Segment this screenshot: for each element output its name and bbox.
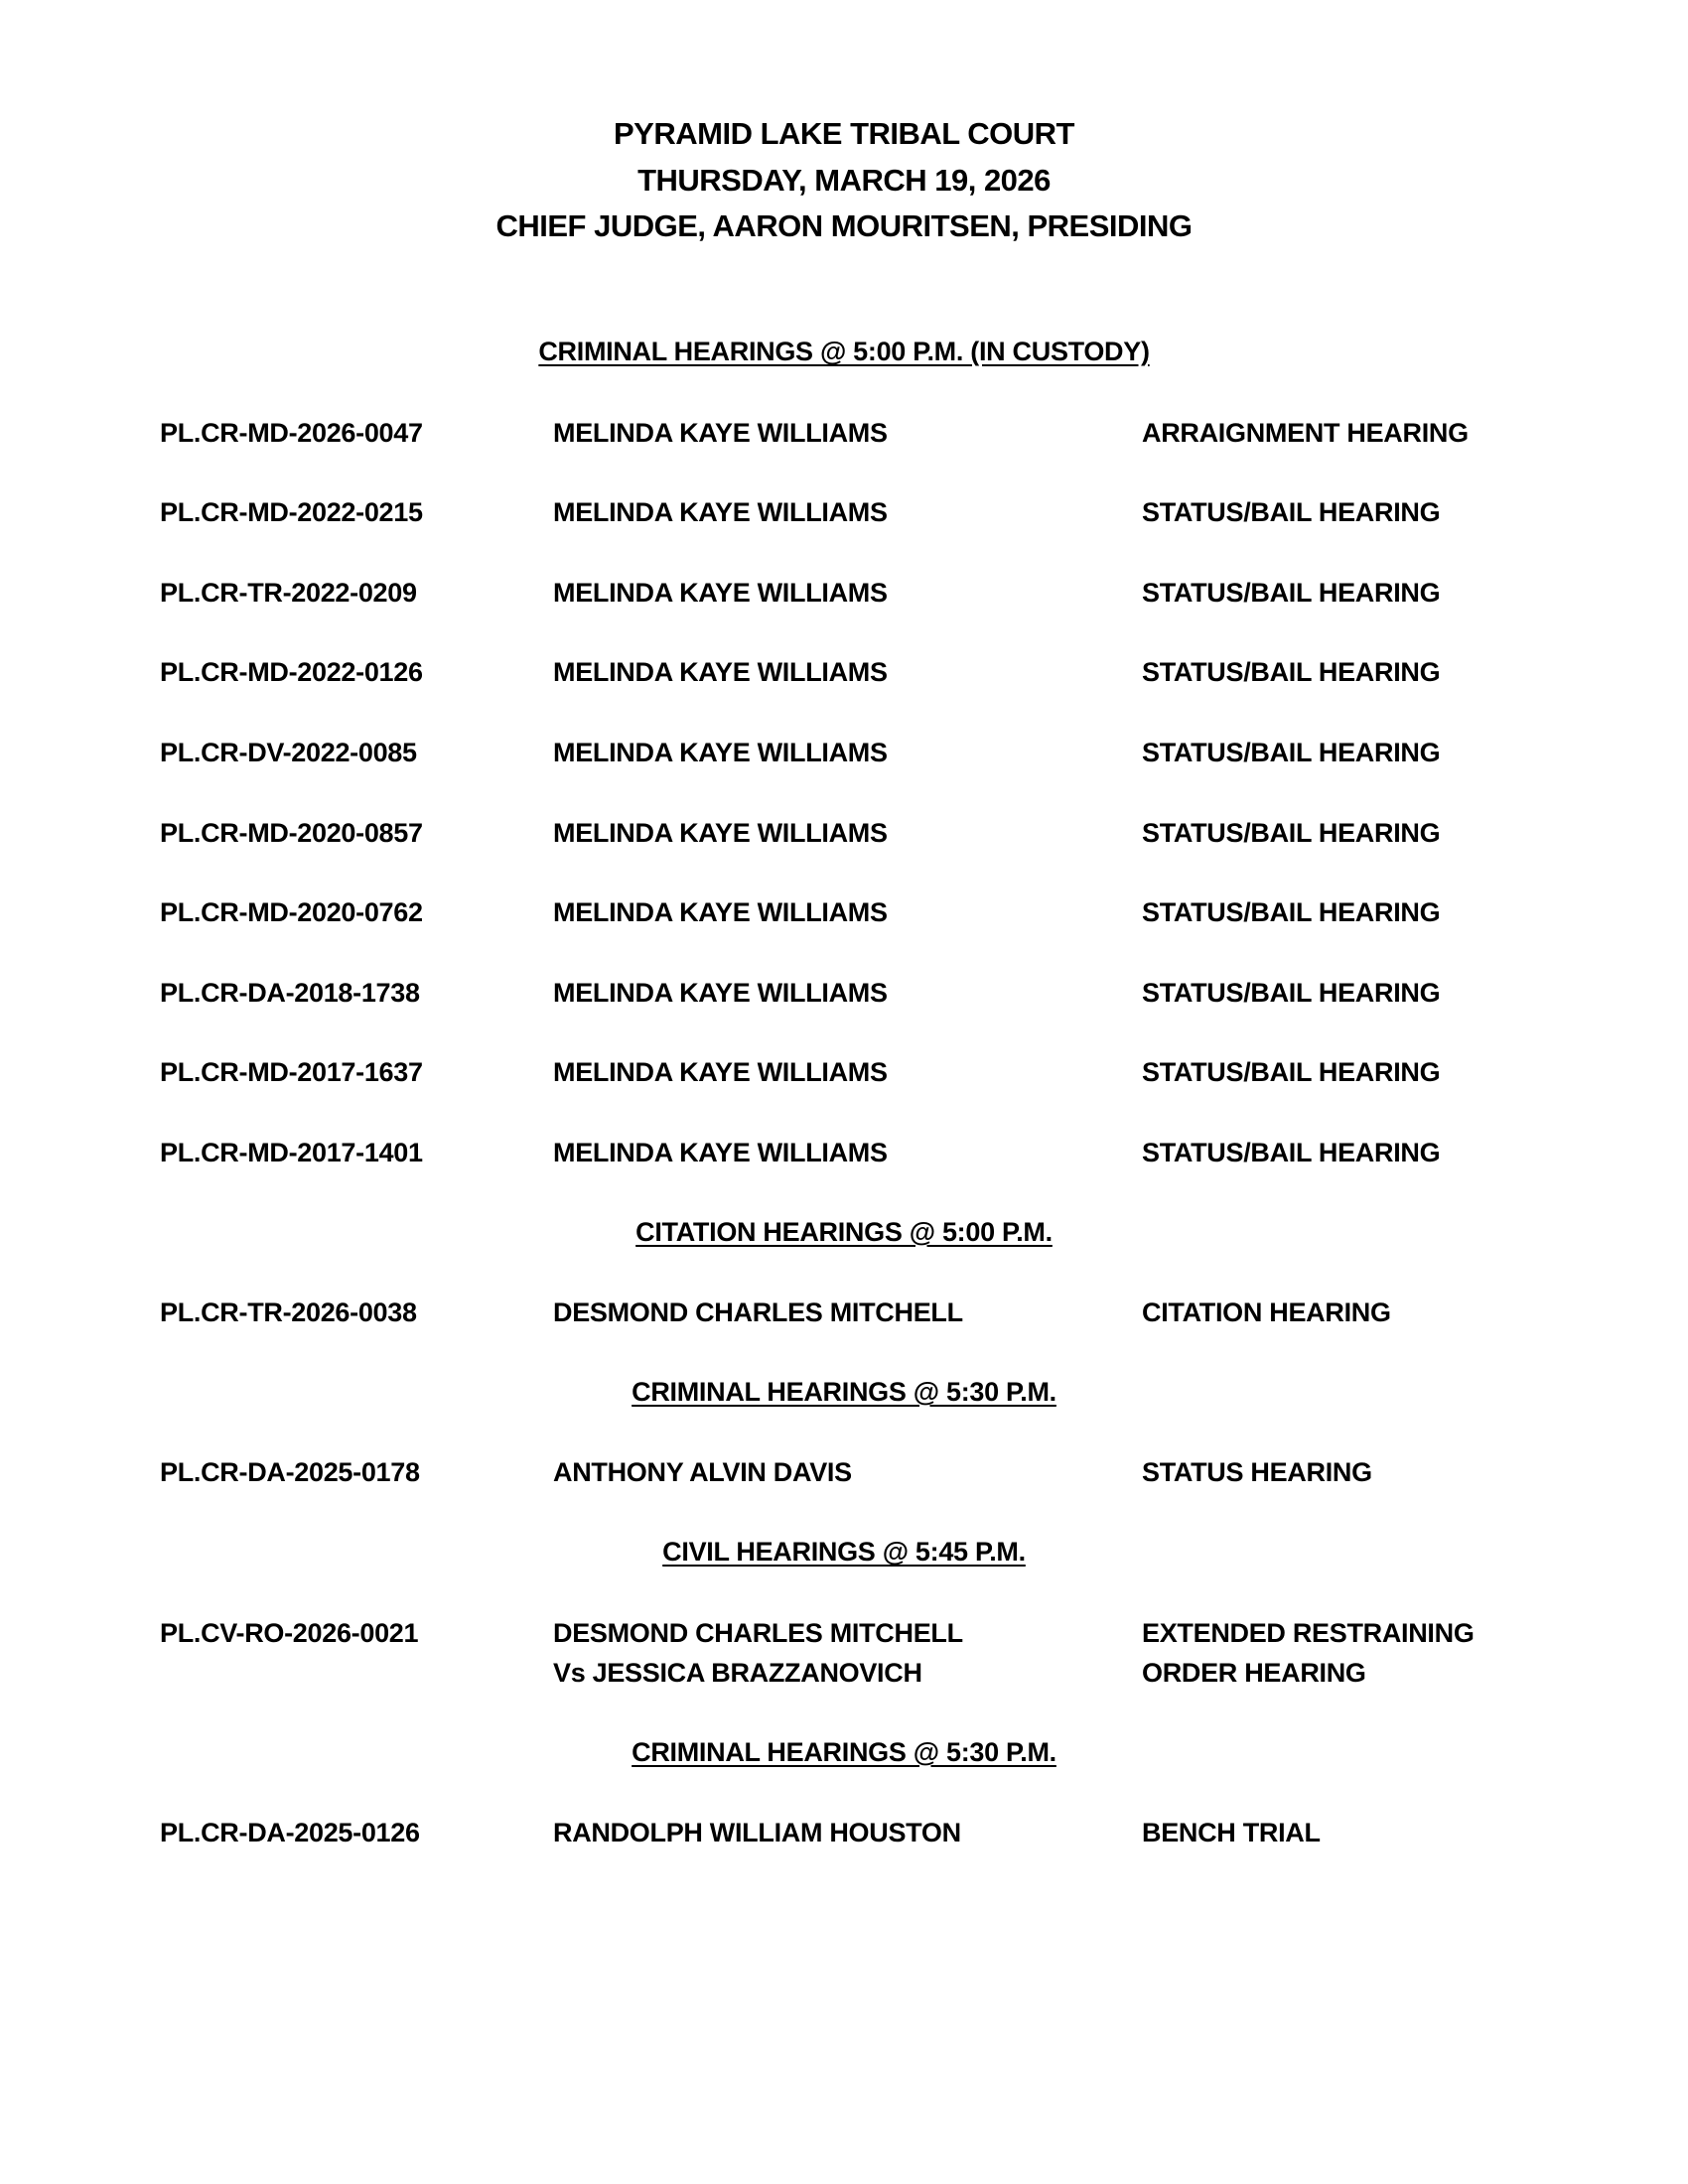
hearing-type xyxy=(1142,1293,1391,1332)
hearing-type xyxy=(1142,1813,1321,1852)
hearing-type-line: STATUS/BAIL HEARING xyxy=(1142,497,1441,528)
hearing-type-line: EXTENDED RESTRAINING xyxy=(1142,1617,1475,1648)
presiding-judge: CHIEF JUDGE, AARON MOURITSEN, PRESIDING xyxy=(495,208,1193,243)
party-names xyxy=(553,1813,961,1852)
party-names xyxy=(553,652,888,692)
party-names xyxy=(553,492,888,532)
case-number: PL.CR-DA-2018-1738 xyxy=(160,977,420,1008)
hearing-section xyxy=(0,1192,1688,1352)
hearing-row xyxy=(0,1031,1688,1112)
hearing-type-line: ORDER HEARING xyxy=(1142,1657,1366,1688)
party-names xyxy=(553,1052,888,1092)
hearing-row xyxy=(0,1432,1688,1512)
hearing-type xyxy=(1142,1133,1440,1172)
section-heading: CRIMINAL HEARINGS @ 5:30 P.M. xyxy=(632,1736,1056,1767)
party-line: DESMOND CHARLES MITCHELL xyxy=(553,1617,963,1648)
hearing-type xyxy=(1142,573,1440,613)
case-number: PL.CR-TR-2022-0209 xyxy=(160,577,417,608)
party-names xyxy=(553,813,888,853)
hearing-type-line: STATUS/BAIL HEARING xyxy=(1142,737,1441,767)
party-names xyxy=(553,1293,963,1332)
hearing-type xyxy=(1142,813,1440,853)
case-number: PL.CR-MD-2020-0762 xyxy=(160,897,423,928)
hearing-type xyxy=(1142,492,1440,532)
hearing-type xyxy=(1142,973,1440,1013)
party-line: MELINDA KAYE WILLIAMS xyxy=(553,577,888,608)
hearing-row xyxy=(0,952,1688,1032)
hearing-row xyxy=(0,1792,1688,1872)
party-line: DESMOND CHARLES MITCHELL xyxy=(553,1297,963,1328)
party-line: MELINDA KAYE WILLIAMS xyxy=(553,977,888,1008)
hearing-row xyxy=(0,1272,1688,1352)
party-line: MELINDA KAYE WILLIAMS xyxy=(553,1057,888,1088)
party-line: MELINDA KAYE WILLIAMS xyxy=(553,497,888,528)
case-number: PL.CR-DV-2022-0085 xyxy=(160,737,417,767)
party-names xyxy=(553,1613,963,1693)
hearing-row xyxy=(0,552,1688,632)
hearing-type-line: STATUS/BAIL HEARING xyxy=(1142,657,1441,688)
hearing-type-line: STATUS/BAIL HEARING xyxy=(1142,897,1441,928)
hearing-type xyxy=(1142,1452,1372,1492)
party-names xyxy=(553,413,888,453)
hearing-type xyxy=(1142,892,1440,932)
party-names xyxy=(553,1133,888,1172)
case-number: PL.CR-MD-2017-1401 xyxy=(160,1137,423,1167)
hearing-row xyxy=(0,712,1688,792)
hearing-row xyxy=(0,792,1688,873)
party-names xyxy=(553,973,888,1013)
calendar-date: THURSDAY, MARCH 19, 2026 xyxy=(637,162,1051,198)
hearing-row xyxy=(0,631,1688,712)
case-number: PL.CR-MD-2022-0215 xyxy=(160,497,423,528)
party-names xyxy=(553,733,888,772)
party-line: MELINDA KAYE WILLIAMS xyxy=(553,1137,888,1167)
hearing-type-line: STATUS/BAIL HEARING xyxy=(1142,577,1441,608)
section-heading: CIVIL HEARINGS @ 5:45 P.M. xyxy=(662,1536,1026,1567)
hearing-row xyxy=(0,1112,1688,1192)
court-name: PYRAMID LAKE TRIBAL COURT xyxy=(614,116,1074,151)
party-names xyxy=(553,892,888,932)
section-heading: CRIMINAL HEARINGS @ 5:00 P.M. (IN CUSTODY) xyxy=(538,337,1150,366)
hearing-row xyxy=(0,472,1688,552)
hearing-type-line: STATUS/BAIL HEARING xyxy=(1142,817,1441,848)
hearing-section xyxy=(0,312,1688,1192)
party-line: MELINDA KAYE WILLIAMS xyxy=(553,657,888,688)
hearing-type-line: STATUS HEARING xyxy=(1142,1457,1372,1488)
hearing-section xyxy=(0,1352,1688,1512)
party-line: MELINDA KAYE WILLIAMS xyxy=(553,417,888,448)
case-number: PL.CR-MD-2026-0047 xyxy=(160,417,423,448)
case-number: PL.CR-DA-2025-0178 xyxy=(160,1457,420,1488)
case-number: PL.CR-MD-2022-0126 xyxy=(160,657,423,688)
party-names xyxy=(553,573,888,613)
calendar-header xyxy=(0,111,1688,250)
hearing-section xyxy=(0,1512,1688,1712)
party-line: ANTHONY ALVIN DAVIS xyxy=(553,1457,852,1488)
section-heading: CITATION HEARINGS @ 5:00 P.M. xyxy=(635,1216,1053,1247)
hearing-schedule xyxy=(0,312,1688,1872)
party-line: MELINDA KAYE WILLIAMS xyxy=(553,897,888,928)
hearing-section xyxy=(0,1712,1688,1872)
hearing-row xyxy=(0,392,1688,473)
hearing-type-line: BENCH TRIAL xyxy=(1142,1818,1321,1848)
hearing-type-line: CITATION HEARING xyxy=(1142,1297,1391,1328)
hearing-row xyxy=(0,872,1688,952)
hearing-type xyxy=(1142,1613,1475,1693)
case-number: PL.CV-RO-2026-0021 xyxy=(160,1617,419,1648)
hearing-type xyxy=(1142,1052,1440,1092)
hearing-type xyxy=(1142,652,1440,692)
hearing-row xyxy=(0,1592,1688,1712)
section-heading: CRIMINAL HEARINGS @ 5:30 P.M. xyxy=(632,1376,1056,1407)
hearing-type-line: STATUS/BAIL HEARING xyxy=(1142,1137,1441,1167)
case-number: PL.CR-MD-2017-1637 xyxy=(160,1057,423,1088)
party-line: Vs JESSICA BRAZZANOVICH xyxy=(553,1657,922,1688)
case-number: PL.CR-TR-2026-0038 xyxy=(160,1297,417,1328)
party-names xyxy=(553,1452,852,1492)
hearing-type-line: ARRAIGNMENT HEARING xyxy=(1142,417,1469,448)
case-number: PL.CR-MD-2020-0857 xyxy=(160,817,423,848)
hearing-type-line: STATUS/BAIL HEARING xyxy=(1142,1057,1441,1088)
hearing-type xyxy=(1142,413,1469,453)
case-number: PL.CR-DA-2025-0126 xyxy=(160,1818,420,1848)
hearing-type-line: STATUS/BAIL HEARING xyxy=(1142,977,1441,1008)
party-line: RANDOLPH WILLIAM HOUSTON xyxy=(553,1818,961,1848)
party-line: MELINDA KAYE WILLIAMS xyxy=(553,817,888,848)
party-line: MELINDA KAYE WILLIAMS xyxy=(553,737,888,767)
hearing-type xyxy=(1142,733,1440,772)
